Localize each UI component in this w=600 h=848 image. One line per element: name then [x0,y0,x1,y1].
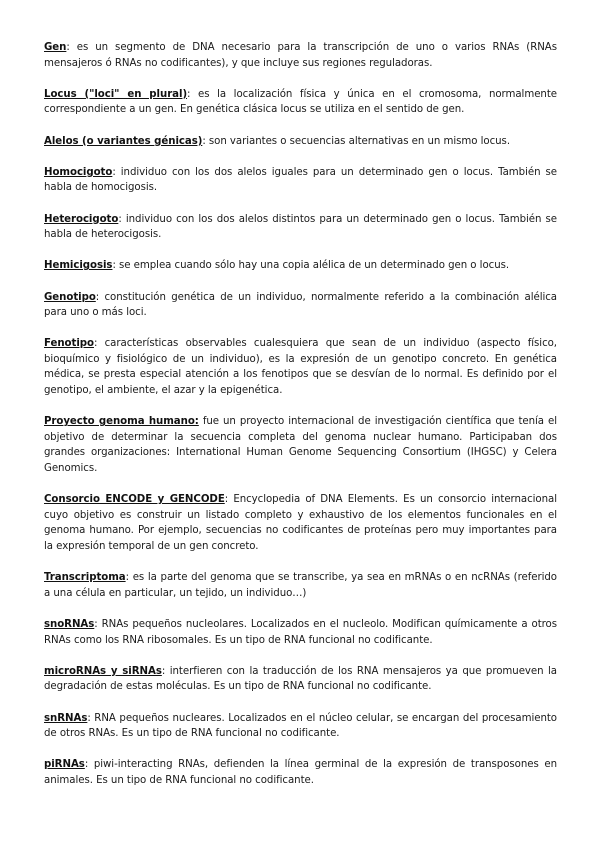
term-encode: Consorcio ENCODE y GENCODE [44,494,225,506]
entry-locus [44,87,557,118]
definition-transcriptoma: : es la parte del genoma que se transcribe, ya sea en mRNAs o en ncRNAs (referido a una célula en particular, un tejido, un individuo…) [44,572,557,599]
term-pirnas: piRNAs [44,759,85,771]
entry-snornas [44,617,557,648]
definition-locus: : es la localización física y única en el cromosoma, normalmente correspondiente a un gen. En genética clásica locus se utiliza en el sentido de gen. [44,88,557,116]
definition-pirnas: : piwi-interacting RNAs, defienden la línea germinal de la expresión de transposones en animales. Es un tipo de RNA funcional no codificante. [44,759,557,786]
entry-alelos [44,134,557,150]
definition-encode: : Encyclopedia of DNA Elements. Es un consorcio internacional cuyo objetivo es construir un listado completo y exhaustivo de los elementos funcionales en el genoma humano. Por ejemplo, secuencias no codificantes de proteínas pero muy importantes para la expresión temporal de un gen concreto. [44,494,557,552]
definition-fenotipo: : características observables cualesquiera que sean de un individuo (aspecto físico, bioquímico y fisiológico de un individuo), es la expresión de un genotipo concreto. En genética médica, se presta especial atención a los fenotipos que se desvían de lo normal. Es definido por el genotipo, el ambiente, el azar y la epigenética. [44,338,557,397]
glossary-document [44,40,557,804]
entry-transcriptoma [44,570,557,601]
term-transcriptoma: Transcriptoma [44,572,126,584]
definition-snrnas: : RNA pequeños nucleares. Localizados en el núcleo celular, se encargan del procesamiento de otros RNAs. Es un tipo de RNA funcional no codificante. [44,712,557,740]
entry-hemicigosis [44,258,557,274]
definition-genotipo: : constitución genética de un individuo, normalmente referido a la combinación alélica para uno o más loci. [44,291,557,319]
definition-gen: : es un segmento de DNA necesario para la transcripción de uno o varios RNAs (RNAs mensajeros ó RNAs no codificantes), y que incluye sus regiones reguladoras. [44,42,557,69]
definition-micrornas: : interfieren con la traducción de los RNA mensajeros ya que promueven la degradación de estas moléculas. Es un tipo de RNA funcional no codificante. [44,665,558,693]
term-snornas: snoRNAs [44,618,95,630]
entry-heterocigoto [44,212,557,243]
entry-fenotipo [44,336,557,398]
definition-hemicigosis: : se emplea cuando sólo hay una copia alélica de un determinado gen o locus. [112,260,510,272]
entry-micrornas [44,664,557,695]
definition-heterocigoto: : individuo con los dos alelos distintos para un determinado gen o locus. También se habla de heterocigosis. [44,213,557,241]
term-homocigoto: Homocigoto [44,166,113,178]
definition-alelos: : son variantes o secuencias alternativas en un mismo locus. [202,135,511,147]
term-alelos: Alelos (o variantes génicas) [44,135,203,147]
entry-proyecto-genoma [44,414,557,476]
entry-homocigoto [44,165,557,196]
entry-genotipo [44,290,557,321]
entry-snrnas [44,711,557,742]
entry-encode [44,492,557,554]
term-heterocigoto: Heterocigoto [44,213,119,225]
definition-homocigoto: : individuo con los dos alelos iguales para un determinado gen o locus. También se habla de homocigosis. [44,166,557,194]
entry-pirnas [44,757,557,788]
definition-snornas: : RNAs pequeños nucleolares. Localizados en el nucleolo. Modifican químicamente a otros RNAs como los RNA ribosomales. Es un tipo de RNA funcional no codificante. [44,618,557,646]
term-fenotipo: Fenotipo [44,338,94,350]
term-proyecto-genoma: Proyecto genoma humano: [44,416,199,428]
term-micrornas: microRNAs y siRNAs [44,665,162,677]
entry-gen [44,40,557,71]
term-gen: Gen [44,42,67,53]
definition-proyecto-genoma: fue un proyecto internacional de investigación científica que tenía el objetivo de determinar la secuencia completa del genoma nuclear humano. Participaban dos grandes organizaciones: International Human Genome Sequencing Consortium (IHGSC) y Celera Genomics. [44,416,557,475]
term-hemicigosis: Hemicigosis [44,260,113,272]
term-genotipo: Genotipo [44,291,96,303]
term-locus: Locus ("loci" en plural) [44,88,188,100]
term-snrnas: snRNAs [44,712,88,724]
